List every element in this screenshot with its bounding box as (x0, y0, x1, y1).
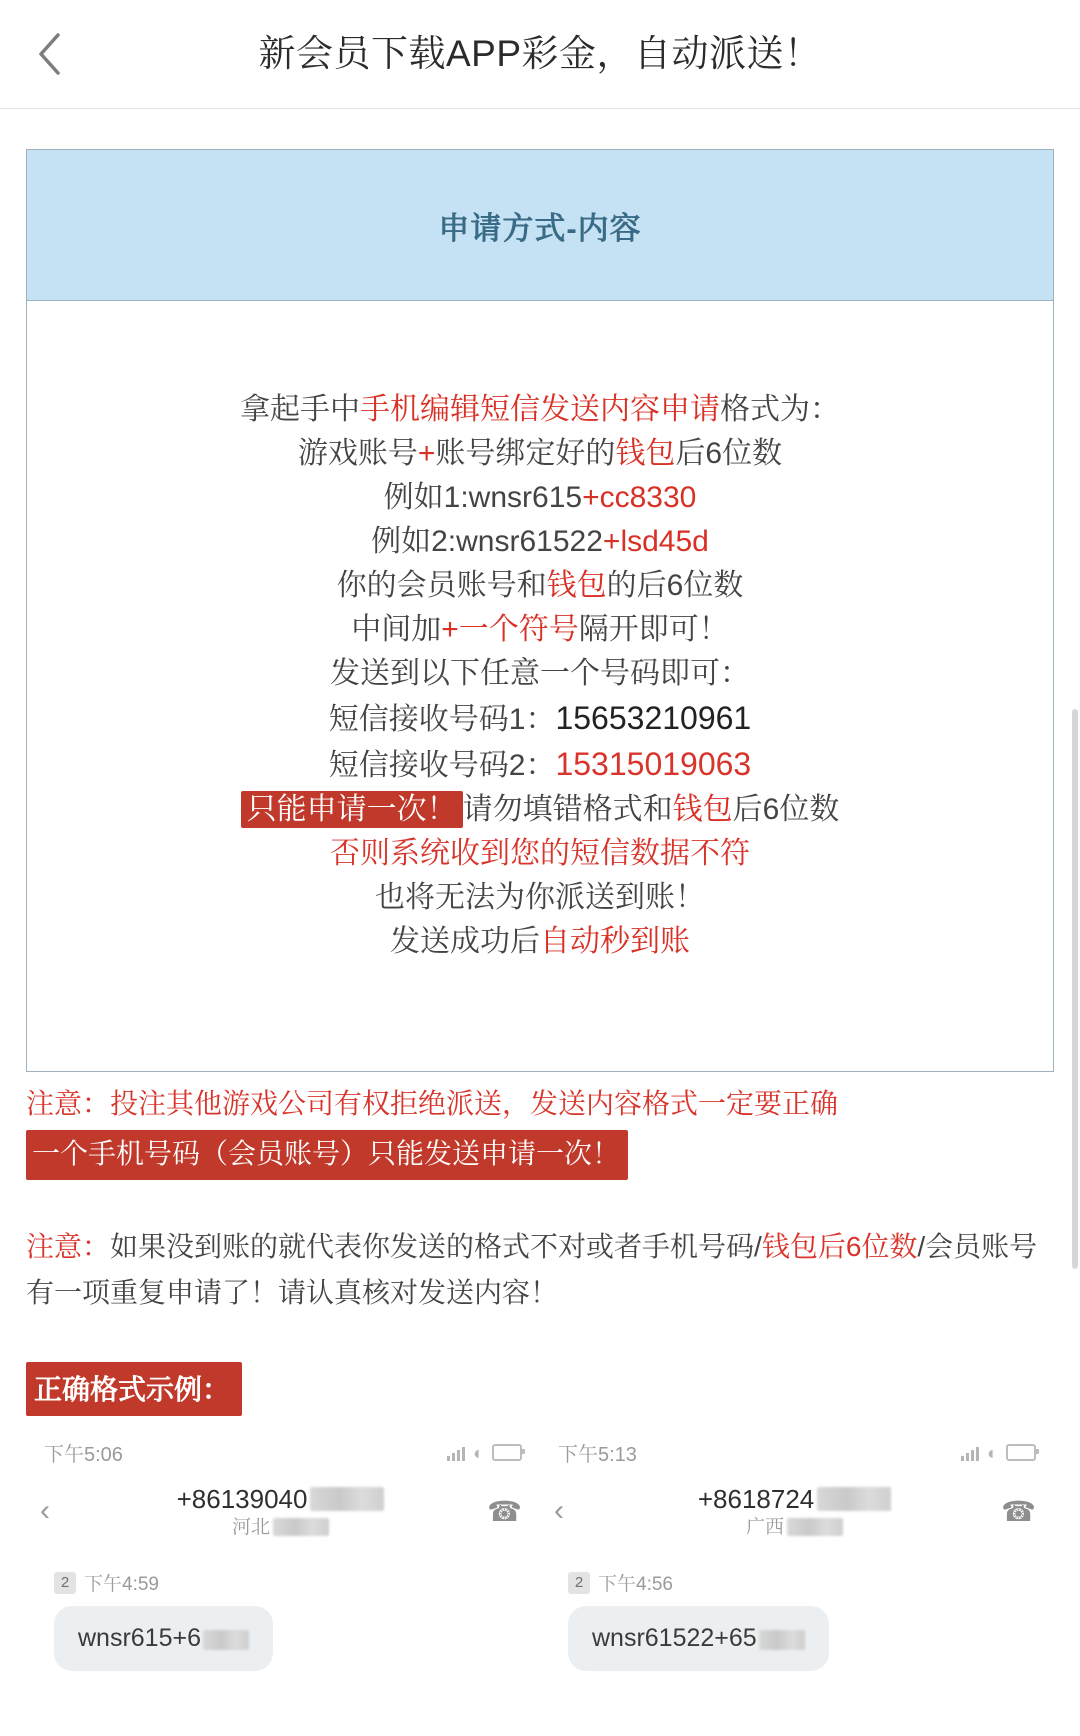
conversation-contact (74, 1483, 487, 1539)
instruction-line (240, 652, 840, 696)
message-text: wnsr61522+65 (592, 1624, 757, 1653)
wifi-icon: ◐ (987, 1442, 998, 1463)
phone-icon[interactable]: ☎ (487, 1495, 522, 1527)
app-header (0, 0, 1080, 109)
battery-icon (492, 1444, 522, 1461)
text-segment: 请勿填错格式和 (462, 793, 673, 826)
message-bubble (568, 1606, 829, 1671)
warning-note-2-part2: /会员账号有一项重复申请了！请认真核对发送内容！ (26, 1231, 1038, 1308)
text-segment: 你的会员账号和 (336, 569, 547, 602)
info-card-body (27, 301, 1053, 1071)
sim-badge: 2 (568, 1572, 590, 1594)
instruction-line (240, 788, 840, 832)
text-segment: 手机编辑短信发送内容申请 (360, 393, 720, 426)
status-bar (540, 1428, 1054, 1473)
signal-icon (961, 1445, 979, 1461)
text-segment: 隔开即可！ (578, 613, 729, 646)
info-card-header (27, 150, 1053, 301)
conversation-header (26, 1473, 540, 1553)
redacted-message (759, 1630, 805, 1650)
text-segment: 钱包 (672, 793, 733, 826)
chevron-left-icon[interactable]: ‹ (554, 1494, 564, 1528)
instruction-line (240, 608, 840, 652)
message-time: 下午4:59 (84, 1574, 159, 1596)
warning-note-2-part1: 如果没到账的就代表你发送的格式不对或者手机号码/ (110, 1231, 762, 1262)
redacted-number (310, 1487, 384, 1511)
text-segment: +lsd45d (602, 525, 709, 558)
text-segment: +cc8330 (582, 481, 697, 514)
message-meta (26, 1553, 540, 1606)
text-segment: +一个符号 (441, 613, 579, 646)
warning-note-2-emphasis: 钱包后6位数 (761, 1231, 918, 1262)
status-icons (961, 1444, 1036, 1462)
example-screenshots (26, 1428, 1054, 1691)
contact-number (698, 1483, 891, 1516)
text-segment: 发送到以下任意一个号码即可： (330, 657, 750, 690)
text-segment: 也将无法为你派送到账！ (375, 881, 705, 914)
text-segment: 自动秒到账 (540, 925, 690, 958)
example-section-title: 正确格式示例： (26, 1362, 242, 1416)
contact-region-text: 河北 (232, 1516, 271, 1538)
sms-number-2: 15315019063 (555, 746, 752, 782)
contact-number (177, 1483, 385, 1516)
contact-region (232, 1516, 329, 1540)
instruction-line-number-2 (240, 742, 840, 788)
page-content (0, 149, 1080, 1691)
text-segment: 中间加 (351, 613, 442, 646)
text-segment: 例如1:wnsr615 (383, 481, 583, 514)
text-segment: 否则系统收到您的短信数据不符 (330, 837, 750, 870)
instruction-line (240, 920, 840, 964)
text-segment: 拿起手中 (240, 393, 360, 426)
text-segment: 游戏账号 (297, 437, 418, 470)
instruction-line (240, 876, 840, 920)
redacted-region (787, 1518, 843, 1536)
example-screenshot-2 (540, 1428, 1054, 1691)
text-segment: 后6位数 (675, 437, 783, 470)
status-time: 下午5:06 (44, 1444, 123, 1466)
info-card (26, 149, 1054, 1072)
info-card-title: 申请方式-内容 (438, 210, 642, 246)
text-segment: 钱包 (615, 437, 676, 470)
contact-region (746, 1516, 843, 1540)
instruction-line (240, 520, 840, 564)
wifi-icon: ◐ (473, 1442, 484, 1463)
text-segment: + (417, 437, 436, 470)
conversation-header (540, 1473, 1054, 1553)
warning-note-2 (26, 1224, 1054, 1316)
instruction-line (240, 476, 840, 520)
scrollbar[interactable] (1072, 709, 1078, 1269)
page-title: 新会员下载APP彩金，自动派送！ (258, 33, 822, 74)
once-only-highlight: 只能申请一次！ (241, 791, 463, 828)
text-segment: 短信接收号码2： (328, 749, 556, 782)
signal-icon (447, 1445, 465, 1461)
text-segment: 后6位数 (732, 793, 840, 826)
message-bubble (54, 1606, 273, 1671)
text-segment: 例如2:wnsr61522 (371, 525, 603, 558)
warning-note-2-lead: 注意： (26, 1231, 111, 1262)
text-segment: 的后6位数 (606, 569, 744, 602)
contact-number-text: +8618724 (697, 1484, 815, 1514)
redacted-message (203, 1630, 249, 1650)
redacted-number (817, 1487, 891, 1511)
instruction-lines (240, 388, 840, 964)
text-segment: 钱包 (546, 569, 607, 602)
redacted-region (273, 1518, 329, 1536)
status-icons (447, 1444, 522, 1462)
example-screenshot-1 (26, 1428, 540, 1691)
warning-note-1 (26, 1082, 1054, 1180)
sms-number-1: 15653210961 (555, 700, 752, 736)
sim-badge: 2 (54, 1572, 76, 1594)
instruction-line (240, 564, 840, 608)
contact-region-text: 广西 (746, 1516, 785, 1538)
message-meta (540, 1553, 1054, 1606)
message-time: 下午4:56 (598, 1574, 673, 1596)
conversation-contact (588, 1483, 1001, 1539)
phone-icon[interactable]: ☎ (1001, 1495, 1036, 1527)
instruction-line-number-1 (240, 696, 840, 742)
text-segment: 发送成功后 (390, 925, 540, 958)
instruction-line (240, 388, 840, 432)
battery-icon (1006, 1444, 1036, 1461)
status-bar (26, 1428, 540, 1473)
warning-note-1-line-1: 注意：投注其他游戏公司有权拒绝派送，发送内容格式一定要正确 (26, 1088, 839, 1119)
chevron-left-icon[interactable]: ‹ (40, 1494, 50, 1528)
text-segment: 短信接收号码1： (328, 703, 556, 736)
contact-number-text: +86139040 (176, 1484, 308, 1514)
instruction-line (240, 832, 840, 876)
text-segment: 账号绑定好的 (435, 437, 616, 470)
instruction-line (240, 432, 840, 476)
chevron-left-icon (35, 30, 65, 78)
back-button[interactable] (22, 26, 78, 82)
status-time: 下午5:13 (558, 1444, 637, 1466)
text-segment: 格式为： (720, 393, 840, 426)
warning-note-1-line-2: 一个手机号码（会员账号）只能发送申请一次！ (26, 1130, 628, 1180)
message-text: wnsr615+6 (78, 1624, 201, 1653)
